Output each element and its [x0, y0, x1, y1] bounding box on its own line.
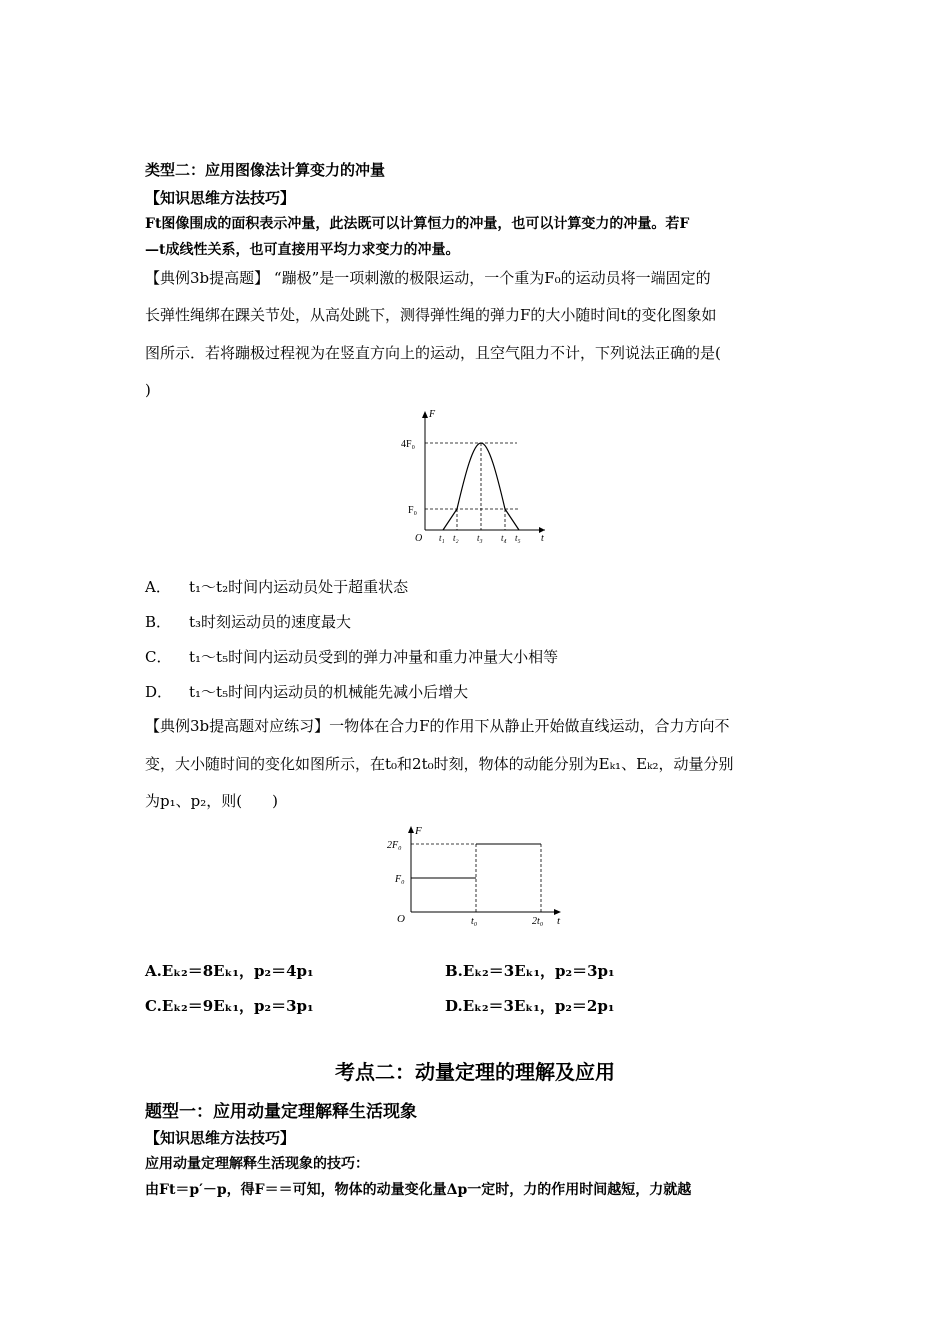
practice-option-d[interactable]: D.Eₖ₂＝3Eₖ₁，p₂＝2p₁	[445, 997, 615, 1015]
practice-option-b[interactable]: B.Eₖ₂＝3Eₖ₁，p₂＝3p₁	[445, 962, 615, 980]
option-d-text: t₁～t₅时间内运动员的机械能先减小后增大	[189, 683, 469, 701]
tick-label-t3: t₃	[477, 533, 483, 543]
practice-option-c[interactable]: C.Eₖ₂＝9Eₖ₁，p₂＝3p₁	[145, 997, 314, 1015]
origin-label: O	[415, 533, 423, 544]
tips-heading: 【知识思维方法技巧】	[145, 189, 296, 207]
tick-label-t2: t₂	[453, 533, 459, 543]
label-2f0: 2F₀	[387, 840, 402, 851]
force-time-graph-2	[385, 820, 575, 930]
label-f0: F₀	[408, 505, 418, 516]
tips-text-line: —t成线性关系，也可直接用平均力求变力的冲量。	[145, 242, 460, 258]
example-question-line: 长弹性绳绑在踝关节处，从高处跳下，测得弹性绳的弹力F的大小随时间t的变化图象如	[145, 306, 717, 324]
tips-text-line: 应用动量定理解释生活现象的技巧：	[145, 1156, 369, 1172]
origin-label: O	[397, 913, 405, 925]
tick-label-t4: t₄	[501, 533, 507, 543]
label-f0: F₀	[395, 874, 405, 885]
option-a-text: t₁～t₂时间内运动员处于超重状态	[189, 578, 409, 596]
f-axis-arrow-icon	[422, 411, 428, 418]
practice-question-line: 变，大小随时间的变化如图所示，在t₀和2t₀时刻，物体的动能分别为Eₖ₁、Eₖ₂，动量分别	[145, 755, 734, 773]
practice-option-a[interactable]: A.Eₖ₂＝8Eₖ₁，p₂＝4p₁	[145, 962, 314, 980]
f-axis-label: F	[415, 825, 422, 837]
example-question-line: 【典例3b提高题】 “蹦极”是一项刺激的极限运动，一个重为F₀的运动员将一端固定的	[145, 269, 711, 287]
section-title: 考点二：动量定理的理解及应用	[335, 1060, 615, 1084]
example-question-line: 图所示．若将蹦极过程视为在竖直方向上的运动，且空气阻力不计，下列说法正确的是(	[145, 344, 721, 362]
label-4f0: 4F₀	[401, 439, 416, 450]
force-curve	[443, 443, 519, 530]
tick-label-2t0: 2t₀	[532, 916, 544, 927]
option-b-text: t₃时刻运动员的速度最大	[189, 613, 352, 631]
type1-title: 题型一：应用动量定理解释生活现象	[145, 1102, 417, 1122]
tips-text-line: 由Ft＝p′－p，得F＝＝可知，物体的动量变化量Δp一定时，力的作用时间越短，力就越	[145, 1182, 692, 1198]
f-axis-label: F	[429, 409, 436, 420]
example-question-line: )	[145, 381, 151, 399]
t-axis-label: t	[541, 533, 544, 544]
practice-question-line: 为p₁、p₂，则( )	[145, 792, 278, 810]
option-b-label[interactable]: B．	[145, 613, 172, 631]
tick-label-t1: t₁	[439, 533, 445, 543]
option-a-label[interactable]: A．	[145, 578, 171, 596]
option-c-text: t₁～t₅时间内运动员受到的弹力冲量和重力冲量大小相等	[189, 648, 559, 666]
practice-question-line: 【典例3b提高题对应练习】一物体在合力F的作用下从静止开始做直线运动，合力方向不	[145, 717, 730, 735]
t-axis-label: t	[557, 915, 561, 927]
tick-label-t0: t₀	[471, 916, 478, 927]
option-d-label[interactable]: D．	[145, 683, 173, 701]
tips-text-line: Ft图像围成的面积表示冲量，此法既可以计算恒力的冲量，也可以计算变力的冲量。若F	[145, 216, 690, 232]
f-axis-arrow-icon	[408, 826, 414, 833]
force-time-graph-1	[395, 405, 555, 545]
tips-heading: 【知识思维方法技巧】	[145, 1129, 296, 1147]
tick-label-t5: t₅	[515, 533, 521, 543]
type2-title: 类型二：应用图像法计算变力的冲量	[145, 161, 386, 179]
option-c-label[interactable]: C．	[145, 648, 172, 666]
